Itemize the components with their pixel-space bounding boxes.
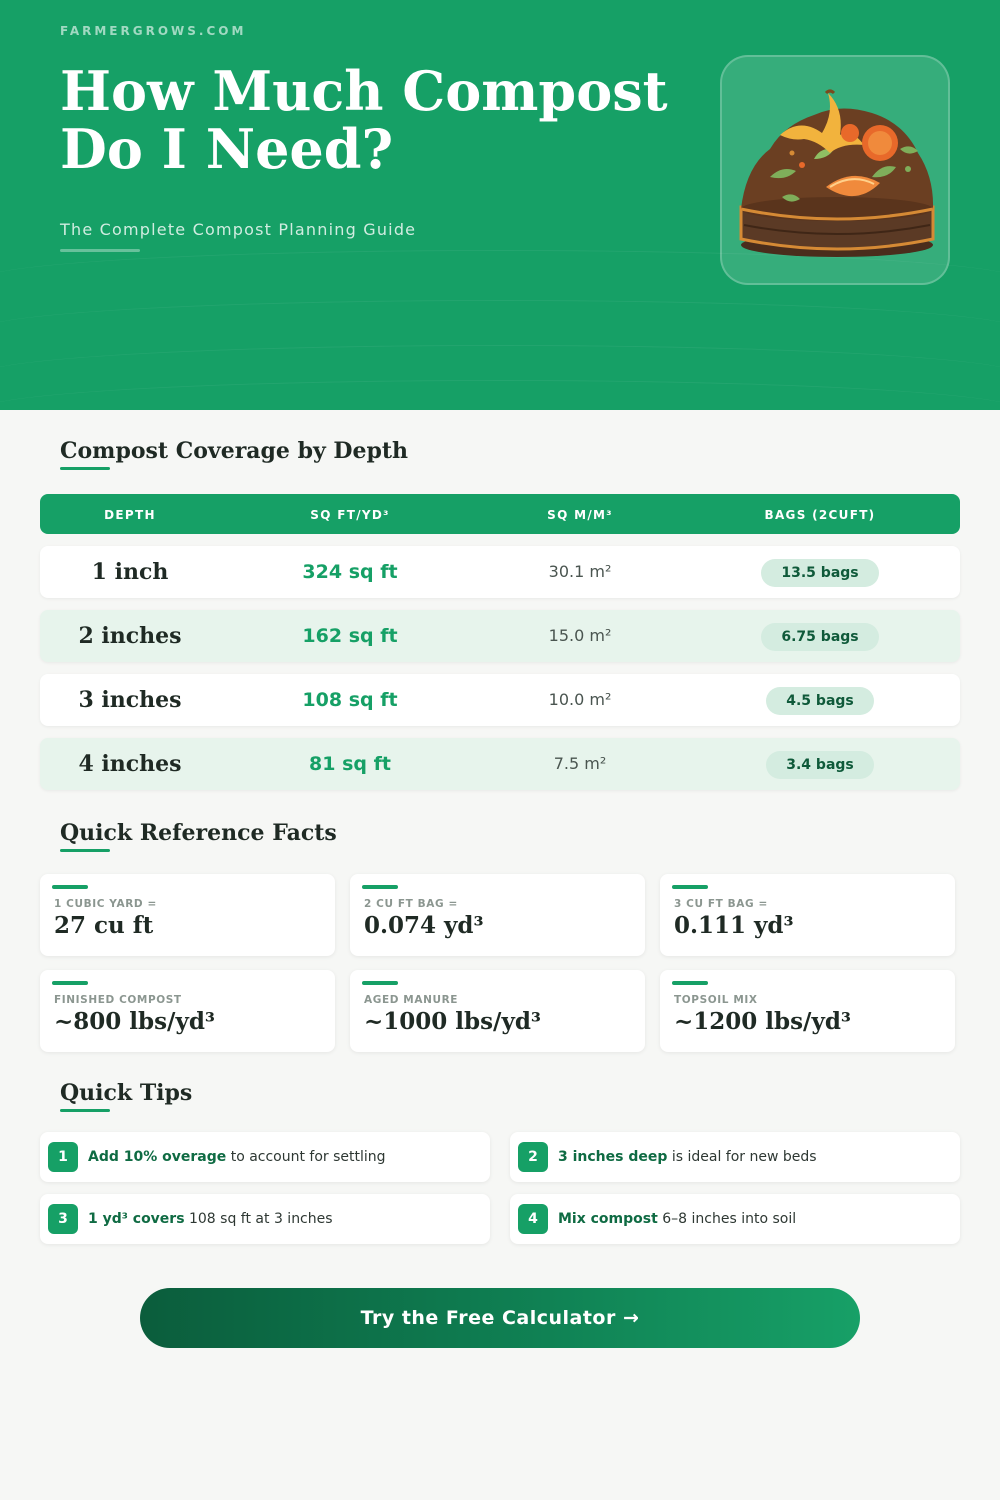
fact-card (40, 970, 335, 1052)
calculator-cta-button[interactable]: Try the Free Calculator → (140, 1288, 860, 1348)
sqm-cell: 30.1 m² (548, 562, 612, 581)
tip-text (88, 1132, 386, 1182)
col-header-depth: DEPTH (104, 508, 156, 522)
fact-label: TOPSOIL MIX (674, 994, 758, 1006)
bags-badge: 6.75 bags (761, 623, 878, 651)
tip-number: 1 (48, 1142, 78, 1172)
tip-text (558, 1132, 817, 1182)
bags-badge: 13.5 bags (761, 559, 878, 587)
fact-value: 0.074 yd³ (364, 912, 484, 939)
fact-card (660, 874, 955, 956)
page-subtitle: The Complete Compost Planning Guide (60, 220, 417, 239)
fact-label: 3 CU FT BAG = (674, 898, 768, 910)
coverage-heading-rule (60, 467, 110, 470)
hero-image-card (720, 55, 950, 285)
fact-card (350, 970, 645, 1052)
tip-number: 3 (48, 1204, 78, 1234)
coverage-heading: Compost Coverage by Depth (60, 438, 409, 464)
tip-highlight: Mix compost (558, 1211, 658, 1227)
fact-card (350, 874, 645, 956)
fact-accent (52, 981, 88, 985)
fact-value: 0.111 yd³ (674, 912, 794, 939)
subtitle-divider (60, 249, 140, 252)
tip-rest: 6–8 inches into soil (657, 1211, 797, 1227)
col-header-sqft: SQ FT/YD³ (310, 508, 390, 522)
tip-text (558, 1194, 796, 1244)
tip-highlight: Add 10% overage (88, 1149, 227, 1165)
fact-label: AGED MANURE (364, 994, 459, 1006)
coverage-table-header (40, 494, 960, 534)
fact-value: ~1200 lbs/yd³ (674, 1008, 851, 1035)
hero-banner (0, 0, 1000, 410)
sqft-cell: 324 sq ft (302, 561, 398, 583)
table-row (40, 546, 960, 598)
tip-highlight: 1 yd³ covers (88, 1211, 185, 1227)
bags-cell (710, 738, 930, 790)
tip-item (510, 1194, 960, 1244)
sqm-cell: 7.5 m² (553, 754, 607, 773)
title-line-2: Do I Need? (60, 117, 394, 181)
fact-card (40, 874, 335, 956)
tip-rest: is ideal for new beds (667, 1149, 817, 1165)
tip-number: 2 (518, 1142, 548, 1172)
fact-value: ~800 lbs/yd³ (54, 1008, 215, 1035)
tip-number: 4 (518, 1204, 548, 1234)
tip-item (40, 1194, 490, 1244)
sqm-cell: 10.0 m² (548, 690, 612, 709)
bags-cell (710, 546, 930, 598)
fact-accent (672, 981, 708, 985)
bags-badge: 4.5 bags (766, 687, 874, 715)
tip-rest: to account for settling (226, 1149, 386, 1165)
sqm-cell: 15.0 m² (548, 626, 612, 645)
fact-value: ~1000 lbs/yd³ (364, 1008, 541, 1035)
facts-heading: Quick Reference Facts (60, 820, 337, 846)
depth-cell: 2 inches (78, 623, 182, 649)
col-header-bags: BAGS (2CUFT) (764, 508, 876, 522)
tip-item (40, 1132, 490, 1182)
fact-accent (362, 885, 398, 889)
depth-cell: 3 inches (78, 687, 182, 713)
fact-label: 1 CUBIC YARD = (54, 898, 157, 910)
fact-card (660, 970, 955, 1052)
sqft-cell: 81 sq ft (309, 753, 391, 775)
fact-value: 27 cu ft (54, 912, 154, 939)
fact-label: 2 CU FT BAG = (364, 898, 458, 910)
tip-highlight: 3 inches deep (558, 1149, 668, 1165)
bags-cell (710, 674, 930, 726)
title-line-1: How Much Compost (60, 59, 668, 123)
bags-badge: 3.4 bags (766, 751, 874, 779)
fact-accent (362, 981, 398, 985)
tips-heading-rule (60, 1109, 110, 1112)
table-row (40, 610, 960, 662)
sqft-cell: 162 sq ft (302, 625, 398, 647)
depth-cell: 1 inch (91, 559, 169, 585)
col-header-sqm: SQ M/M³ (547, 508, 613, 522)
fact-accent (52, 885, 88, 889)
tips-heading: Quick Tips (60, 1080, 193, 1106)
facts-heading-rule (60, 849, 110, 852)
page-title (60, 59, 700, 181)
tip-item (510, 1132, 960, 1182)
depth-cell: 4 inches (78, 751, 182, 777)
sqft-cell: 108 sq ft (302, 689, 398, 711)
compost-pile-icon (722, 57, 952, 287)
site-name[interactable]: FARMERGROWS.COM (60, 24, 247, 38)
tip-rest: 108 sq ft at 3 inches (184, 1211, 333, 1227)
tip-text (88, 1194, 333, 1244)
fact-label: FINISHED COMPOST (54, 994, 182, 1006)
table-row (40, 738, 960, 790)
bags-cell (710, 610, 930, 662)
fact-accent (672, 885, 708, 889)
table-row (40, 674, 960, 726)
